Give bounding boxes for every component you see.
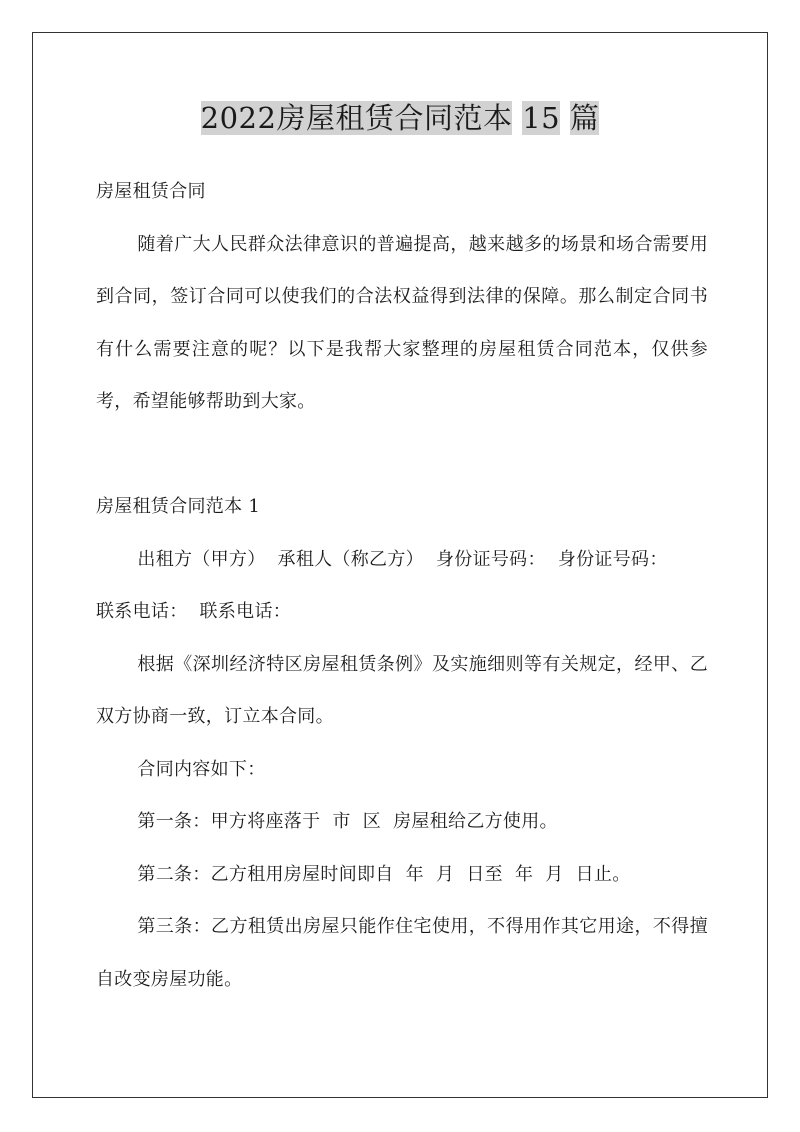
intro-paragraph: 随着广大人民群众法律意识的普遍提高，越来越多的场景和场合需要用到合同，签订合同可以使我们的合法权益得到法律的保障。那么制定合同书有什么需要注意的呢？以下是我帮大家整理的房屋租赁合同范本，仅供参考，希望能够帮助到大家。 — [96, 233, 708, 412]
contents-intro: 合同内容如下： — [137, 758, 266, 780]
basis-paragraph: 根据《深圳经济特区房屋租赁条例》及实施细则等有关规定，经甲、乙双方协商一致，订立本合同。 — [96, 653, 708, 727]
paragraph-gap — [96, 429, 708, 482]
title-space-2 — [560, 101, 570, 135]
title-container — [0, 96, 800, 140]
title-space — [512, 101, 522, 135]
title-suffix: 篇 — [569, 101, 600, 135]
article-2: 第二条：乙方租用房屋时间即自 年 月 日至 年 月 日止。 — [137, 863, 631, 885]
intro-heading: 房屋租赁合同 — [96, 181, 206, 202]
phones-line: 联系电话： 联系电话： — [96, 601, 292, 622]
article-3: 第三条：乙方租赁出房屋只能作住宅使用，不得用作其它用途，不得擅自改变房屋功能。 — [96, 916, 708, 990]
title-year: 2022 — [200, 101, 277, 135]
document-body — [96, 166, 708, 1006]
parties-line: 出租方（甲方） 承租人（称乙方） 身份证号码： 身份证号码： — [137, 548, 668, 570]
document-title — [199, 96, 602, 140]
article-1: 第一条：甲方将座落于 市 区 房屋租给乙方使用。 — [137, 811, 558, 832]
title-main: 房屋租赁合同范本 — [276, 101, 513, 135]
section-heading: 房屋租赁合同范本 1 — [96, 496, 261, 517]
title-count: 15 — [522, 101, 561, 135]
